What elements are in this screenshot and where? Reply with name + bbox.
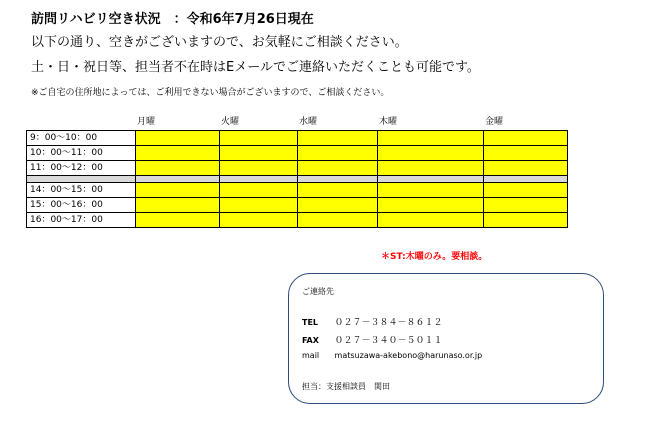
table-row: [27, 131, 568, 146]
lunch-break-row: [27, 176, 568, 183]
gap-cell: [27, 176, 136, 183]
day-header-friday: 金曜: [485, 117, 504, 127]
availability-cell: [136, 183, 220, 198]
tel-label: TEL: [302, 318, 319, 327]
mail-row: [302, 351, 482, 360]
availability-cell: [220, 146, 298, 161]
fax-row: [302, 333, 443, 346]
intro-line-2: 土・日・祝日等、担当者不在時はEメールでご連絡いただくことも可能です。: [31, 60, 480, 75]
intro-line-1: 以下の通り、空きがございますので、お気軽にご相談ください。: [31, 35, 408, 50]
gap-cell: [136, 176, 220, 183]
gap-cell: [484, 176, 568, 183]
availability-cell: [136, 198, 220, 213]
availability-cell: [220, 183, 298, 198]
day-header-tuesday: 火曜: [221, 117, 240, 127]
time-slot-label: 16：00～17：00: [27, 213, 136, 228]
availability-cell: [378, 161, 484, 176]
availability-cell: [298, 161, 378, 176]
mail-address[interactable]: matsuzawa-akebono@harunaso.or.jp: [334, 351, 483, 360]
tel-number: ０２７－３８４－８６１２: [334, 318, 443, 328]
table-row: [27, 161, 568, 176]
contact-heading: ご連絡先: [302, 287, 334, 296]
availability-cell: [378, 183, 484, 198]
mail-label: mail: [302, 351, 320, 360]
time-slot-label: 11：00～12：00: [27, 161, 136, 176]
availability-cell: [220, 198, 298, 213]
availability-cell: [298, 198, 378, 213]
day-header-wednesday: 水曜: [299, 117, 318, 127]
gap-cell: [378, 176, 484, 183]
availability-cell: [136, 161, 220, 176]
availability-cell: [378, 146, 484, 161]
time-slot-label: 15：00～16：00: [27, 198, 136, 213]
availability-cell: [220, 161, 298, 176]
availability-cell: [298, 183, 378, 198]
table-row: [27, 183, 568, 198]
time-slot-label: 10：00～11：00: [27, 146, 136, 161]
st-footnote: ＊ST:木曜のみ。要相談。: [381, 252, 488, 262]
availability-cell: [484, 183, 568, 198]
table-row: [27, 213, 568, 228]
availability-cell: [298, 131, 378, 146]
availability-table: [26, 130, 568, 228]
availability-cell: [378, 213, 484, 228]
fax-number: ０２７－３４０－５０１１: [334, 336, 443, 346]
availability-cell: [484, 161, 568, 176]
table-row: [27, 198, 568, 213]
gap-cell: [220, 176, 298, 183]
availability-cell: [220, 213, 298, 228]
table-row: [27, 146, 568, 161]
availability-cell: [484, 146, 568, 161]
availability-cell: [298, 146, 378, 161]
availability-cell: [378, 198, 484, 213]
availability-cell: [484, 131, 568, 146]
availability-cell: [484, 213, 568, 228]
availability-cell: [220, 131, 298, 146]
availability-cell: [136, 213, 220, 228]
gap-cell: [298, 176, 378, 183]
availability-cell: [484, 198, 568, 213]
availability-cell: [136, 146, 220, 161]
contact-box: [288, 273, 604, 404]
day-header-thursday: 木曜: [379, 117, 398, 127]
staff-name: 担当：支援相談員 関田: [302, 382, 390, 391]
fax-label: FAX: [302, 336, 319, 345]
availability-cell: [136, 131, 220, 146]
tel-row: [302, 315, 443, 328]
time-slot-label: 14：00～15：00: [27, 183, 136, 198]
day-header-monday: 月曜: [137, 117, 156, 127]
availability-cell: [298, 213, 378, 228]
notice-text: ※ご自宅の住所地によっては、ご利用できない場合がございますので、ご相談ください。: [31, 88, 390, 98]
time-slot-label: 9：00～10：00: [27, 131, 136, 146]
page-title: 訪問リハビリ空き状況 ：令和6年7月26日現在: [31, 12, 314, 27]
availability-cell: [378, 131, 484, 146]
